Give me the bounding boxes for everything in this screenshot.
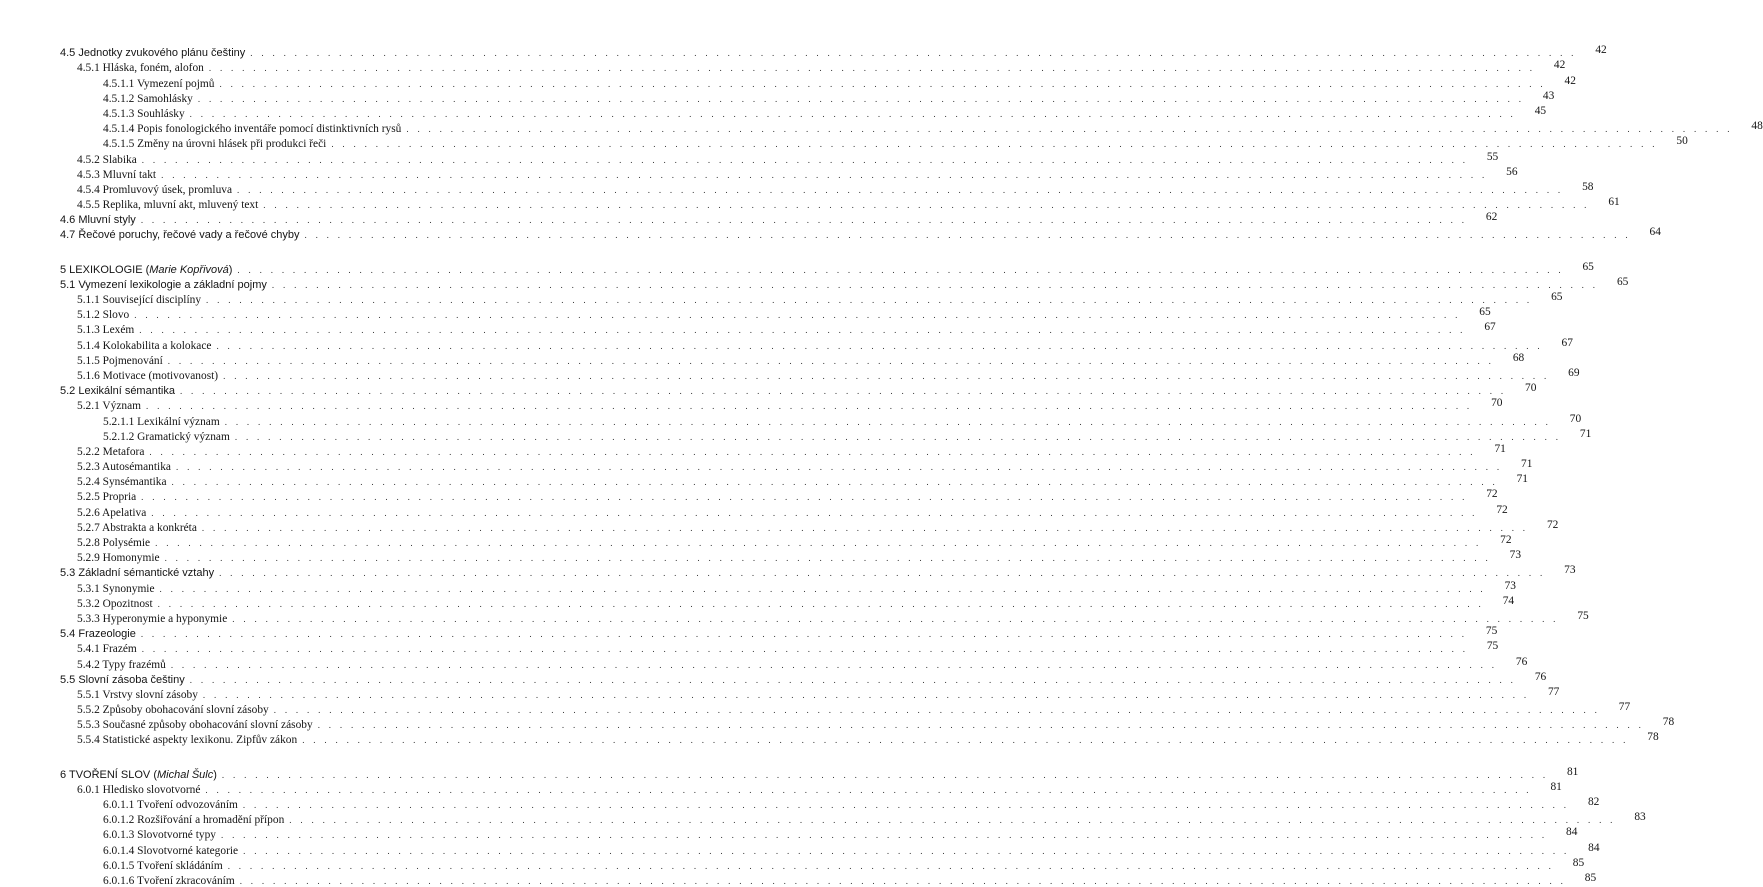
- toc-entry-title: 4.5.2 Slabika: [77, 153, 137, 166]
- toc-entry-title: 4.5.3 Mluvní takt: [77, 168, 157, 181]
- toc-entry: [60, 796, 1600, 811]
- toc-entry-title: 4.5.4 Promluvový úsek, promluva: [77, 183, 233, 196]
- toc-page-number: 70: [1525, 382, 1537, 395]
- dot-leader: . . . . . . . . . . . . . . . . . . . . . . . . . . . . . . . . . . . . . . . . . . . . . . . . . . . . . . . . . . . . . . . . . . . . . . . . . . . . . . . . . . . . . . . . . . . . . . . . . . . . . . . . . . . . . . . . . . . . . . . .: [206, 295, 1533, 305]
- toc-page-number: 74: [1502, 594, 1515, 607]
- toc-entry: [60, 120, 1763, 136]
- toc-entry: [60, 351, 1525, 367]
- toc-entry-title: 5.3.1 Synonymie: [77, 582, 155, 595]
- dot-leader: . . . . . . . . . . . . . . . . . . . . . . . . . . . . . . . . . . . . . . . . . . . . . . . . . . . . . . . . . . . . . . . . . . . . . . . . . . . . . . . . . . . . . . . . . . . . . . . . . . . . . . . . . . . . . . . . . . . . . . . .: [141, 154, 1469, 165]
- dot-leader: . . . . . . . . . . . . . . . . . . . . . . . . . . . . . . . . . . . . . . . . . . . . . . . . . . . . . . . . . . . . . . . . . . . . . . . . . . . . . . . . . . . . . . . . . . . . . . . . . . . . . . . . . . . . . . . . . . . . . . . .: [223, 370, 1550, 381]
- toc-entry: [60, 412, 1582, 428]
- toc-page-number: 71: [1521, 458, 1533, 471]
- toc-entry: [60, 306, 1491, 322]
- dot-leader: . . . . . . . . . . . . . . . . . . . . . . . . . . . . . . . . . . . . . . . . . . . . . . . . . . . . . . . . . . . . . . . . . . . . . . . . . . . . . . . . . . . . . . . . . . . . . . . . . . . . . . . . . . . . . . . . . . . . . . . .: [243, 845, 1570, 856]
- toc-entry: [60, 625, 1498, 641]
- dot-leader: . . . . . . . . . . . . . . . . . . . . . . . . . . . . . . . . . . . . . . . . . . . . . . . . . . . . . . . . . . . . . . . . . . . . . . . . . . . . . . . . . . . . . . . . . . . . . . . . . . . . . . . . . . . . . . . . . . . . . . . .: [242, 800, 1570, 810]
- toc-page-number: 69: [1568, 366, 1580, 379]
- toc-page-number: 78: [1662, 716, 1675, 729]
- dot-leader: . . . . . . . . . . . . . . . . . . . . . . . . . . . . . . . . . . . . . . . . . . . . . . . . . . . . . . . . . . . . . . . . . . . . . . . . . . . . . . . . . . . . . . . . . . . . . . . . . . . . . . . . . . . . . . . . . . . . . . . .: [205, 784, 1532, 795]
- toc-page-number: 72: [1496, 503, 1508, 516]
- toc-entry-title: 5.1.5 Pojmenování: [77, 354, 163, 367]
- toc-entry-title: 5.3 Základní sémantické vztahy: [60, 567, 215, 580]
- toc-entry-title: 5.4.2 Typy frazémů: [77, 658, 166, 671]
- dot-leader: . . . . . . . . . . . . . . . . . . . . . . . . . . . . . . . . . . . . . . . . . . . . . . . . . . . . . . . . . . . . . . . . . . . . . . . . . . . . . . . . . . . . . . . . . . . . . . . . . . . . . . . . . . . . . . . . . . . . . . . .: [159, 583, 1486, 594]
- dot-leader: . . . . . . . . . . . . . . . . . . . . . . . . . . . . . . . . . . . . . . . . . . . . . . . . . . . . . . . . . . . . . . . . . . . . . . . . . . . . . . . . . . . . . . . . . . . . . . . . . . . . . . . . . . . . . . . . . . . . . . . .: [317, 720, 1645, 731]
- toc-page-number: 72: [1486, 488, 1498, 501]
- toc-entry: [60, 104, 1547, 120]
- toc-page-number: 61: [1608, 196, 1620, 209]
- dot-leader: . . . . . . . . . . . . . . . . . . . . . . . . . . . . . . . . . . . . . . . . . . . . . . . . . . . . . . . . . . . . . . . . . . . . . . . . . . . . . . . . . . . . . . . . . . . . . . . . . . . . . . . . . . . . . . . . . . . . . . . .: [146, 401, 1473, 412]
- toc-entry: [60, 503, 1508, 519]
- toc-entry-title: 6.0.1.5 Tvoření skládáním: [103, 859, 223, 872]
- toc-entry: [60, 594, 1515, 610]
- toc-page-number: 65: [1551, 291, 1563, 303]
- toc-page-number: 84: [1588, 841, 1600, 854]
- toc-entry-title: 5.4.1 Frazém: [77, 643, 137, 656]
- toc-page-number: 71: [1494, 442, 1506, 455]
- toc-entry: [60, 135, 1688, 151]
- dot-leader: . . . . . . . . . . . . . . . . . . . . . . . . . . . . . . . . . . . . . . . . . . . . . . . . . . . . . . . . . . . . . . . . . . . . . . . . . . . . . . . . . . . . . . . . . . . . . . . . . . . . . . . . . . . . . . . . . . . . . . . .: [304, 230, 1631, 241]
- toc-entry: [60, 731, 1659, 747]
- dot-leader: . . . . . . . . . . . . . . . . . . . . . . . . . . . . . . . . . . . . . . . . . . . . . . . . . . . . . . . . . . . . . . . . . . . . . . . . . . . . . . . . . . . . . . . . . . . . . . . . . . . . . . . . . . . . . . . . . . . . . . . .: [189, 108, 1517, 119]
- toc-page-number: 70: [1491, 397, 1503, 410]
- dot-leader: . . . . . . . . . . . . . . . . . . . . . . . . . . . . . . . . . . . . . . . . . . . . . . . . . . . . . . . . . . . . . . . . . . . . . . . . . . . . . . . . . . . . . . . . . . . . . . . . . . . . . . . . . . . . . . . . . . . . . . . .: [406, 124, 1733, 135]
- dot-leader: . . . . . . . . . . . . . . . . . . . . . . . . . . . . . . . . . . . . . . . . . . . . . . . . . . . . . . . . . . . . . . . . . . . . . . . . . . . . . . . . . . . . . . . . . . . . . . . . . . . . . . . . . . . . . . . . . . . . . . . .: [263, 200, 1590, 211]
- toc-entry: [60, 534, 1512, 549]
- toc-page-number: 77: [1618, 701, 1631, 714]
- toc-page-number: 43: [1542, 89, 1555, 102]
- toc-entry-title: 5.1.6 Motivace (motivovanost): [77, 369, 219, 382]
- toc-entry-title: 5.1.4 Kolokabilita a kolokace: [77, 339, 212, 352]
- dot-leader: . . . . . . . . . . . . . . . . . . . . . . . . . . . . . . . . . . . . . . . . . . . . . . . . . . . . . . . . . . . . . . . . . . . . . . . . . . . . . . . . . . . . . . . . . . . . . . . . . . . . . . . . . . . . . . . . . . . . . . . .: [149, 446, 1476, 457]
- toc-entry-title: 5.2.3 Autosémantika: [77, 461, 171, 474]
- toc-entry-title: 4.5.1.4 Popis fonologického inventáře pomocí distinktivních rysů: [103, 123, 402, 136]
- toc-page-number: 70: [1569, 412, 1582, 425]
- toc-entry-title: 4.5.1 Hláska, foném, alofon: [77, 62, 204, 75]
- toc-page-number: 75: [1577, 609, 1589, 622]
- toc-page-number: 76: [1534, 670, 1547, 683]
- toc-entry: [60, 518, 1559, 534]
- dot-leader: . . . . . . . . . . . . . . . . . . . . . . . . . . . . . . . . . . . . . . . . . . . . . . . . . . . . . . . . . . . . . . . . . . . . . . . . . . . . . . . . . . . . . . . . . . . . . . . . . . . . . . . . . . . . . . . . . . . . . . . .: [197, 93, 1525, 104]
- dot-leader: . . . . . . . . . . . . . . . . . . . . . . . . . . . . . . . . . . . . . . . . . . . . . . . . . . . . . . . . . . . . . . . . . . . . . . . . . . . . . . . . . . . . . . . . . . . . . . . . . . . . . . . . . . . . . . . . . . . . . . . .: [167, 355, 1495, 366]
- dot-leader: . . . . . . . . . . . . . . . . . . . . . . . . . . . . . . . . . . . . . . . . . . . . . . . . . . . . . . . . . . . . . . . . . . . . . . . . . . . . . . . . . . . . . . . . . . . . . . . . . . . . . . . . . . . . . . . . . . . . . . . .: [189, 674, 1517, 685]
- dot-leader: . . . . . . . . . . . . . . . . . . . . . . . . . . . . . . . . . . . . . . . . . . . . . . . . . . . . . . . . . . . . . . . . . . . . . . . . . . . . . . . . . . . . . . . . . . . . . . . . . . . . . . . . . . . . . . . . . . . . . . . .: [201, 522, 1529, 533]
- toc-entry-title: 4.6 Mluvní styly: [60, 214, 136, 227]
- toc-entry-title: 4.7 Řečové poruchy, řečové vady a řečové chyby: [60, 229, 300, 242]
- toc-entry-title: 6.0.1 Hledisko slovotvorné: [77, 783, 201, 796]
- dot-leader: . . . . . . . . . . . . . . . . . . . . . . . . . . . . . . . . . . . . . . . . . . . . . . . . . . . . . . . . . . . . . . . . . . . . . . . . . . . . . . . . . . . . . . . . . . . . . . . . . . . . . . . . . . . . . . . . . . . . . . . .: [224, 416, 1552, 427]
- toc-entry-title: 5.2.1.2 Gramatický význam: [103, 430, 230, 443]
- toc-entry-title: 5.5.4 Statistické aspekty lexikonu. Zipfův zákon: [77, 734, 298, 747]
- dot-leader: . . . . . . . . . . . . . . . . . . . . . . . . . . . . . . . . . . . . . . . . . . . . . . . . . . . . . . . . . . . . . . . . . . . . . . . . . . . . . . . . . . . . . . . . . . . . . . . . . . . . . . . . . . . . . . . . . . . . . . . .: [175, 462, 1503, 473]
- toc-entry-title: 4.5 Jednotky zvukového plánu češtiny: [60, 47, 246, 60]
- toc-entry-title: 5.2.1 Význam: [77, 400, 142, 413]
- dot-leader: . . . . . . . . . . . . . . . . . . . . . . . . . . . . . . . . . . . . . . . . . . . . . . . . . . . . . . . . . . . . . . . . . . . . . . . . . . . . . . . . . . . . . . . . . . . . . . . . . . . . . . . . . . . . . . . . . . . . . . . .: [302, 735, 1629, 746]
- dot-leader: . . . . . . . . . . . . . . . . . . . . . . . . . . . . . . . . . . . . . . . . . . . . . . . . . . . . . . . . . . . . . . . . . . . . . . . . . . . . . . . . . . . . . . . . . . . . . . . . . . . . . . . . . . . . . . . . . . . . . . . .: [161, 169, 1488, 180]
- toc-page-number: 73: [1504, 579, 1516, 592]
- dot-leader: . . . . . . . . . . . . . . . . . . . . . . . . . . . . . . . . . . . . . . . . . . . . . . . . . . . . . . . . . . . . . . . . . . . . . . . . . . . . . . . . . . . . . . . . . . . . . . . . . . . . . . . . . . . . . . . . . . . . . . . .: [221, 769, 1549, 780]
- dot-leader: . . . . . . . . . . . . . . . . . . . . . . . . . . . . . . . . . . . . . . . . . . . . . . . . . . . . . . . . . . . . . . . . . . . . . . . . . . . . . . . . . . . . . . . . . . . . . . . . . . . . . . . . . . . . . . . . . . . . . . . .: [208, 63, 1536, 74]
- toc-page-number: 71: [1579, 427, 1592, 440]
- toc-page-number: 84: [1566, 826, 1578, 839]
- dot-leader: . . . . . . . . . . . . . . . . . . . . . . . . . . . . . . . . . . . . . . . . . . . . . . . . . . . . . . . . . . . . . . . . . . . . . . . . . . . . . . . . . . . . . . . . . . . . . . . . . . . . . . . . . . . . . . . . . . . . . . . .: [155, 538, 1482, 548]
- toc-page-number: 42: [1564, 74, 1576, 87]
- toc-entry: [60, 458, 1533, 474]
- toc-entry-title: 5.1 Vymezení lexikologie a základní pojmy: [60, 278, 267, 291]
- toc-page-number: 48: [1751, 120, 1763, 133]
- toc-entry-title: 4.5.5 Replika, mluvní akt, mluvený text: [77, 199, 259, 212]
- toc-entry: [60, 211, 1498, 227]
- toc-entry-title: 4.5.1.3 Souhlásky: [103, 107, 185, 120]
- dot-leader: . . . . . . . . . . . . . . . . . . . . . . . . . . . . . . . . . . . . . . . . . . . . . . . . . . . . . . . . . . . . . . . . . . . . . . . . . . . . . . . . . . . . . . . . . . . . . . . . . . . . . . . . . . . . . . . . . . . . . . . .: [289, 815, 1616, 826]
- toc-entry-title: 4.5.1.1 Vymezení pojmů: [103, 77, 215, 90]
- toc-page-number: 83: [1634, 811, 1646, 824]
- toc-entry-title: 5.5.1 Vrstvy slovní zásoby: [77, 688, 198, 701]
- toc-entry-title: 5.2 Lexikální sémantika: [60, 385, 175, 398]
- toc-entry: [60, 74, 1576, 90]
- toc-entry-title: 6.0.1.2 Rozšiřování a hromadění přípon: [103, 814, 285, 827]
- toc-entry-title: 5.3.2 Opozitnost: [77, 597, 153, 610]
- toc-entry: [60, 871, 1597, 887]
- toc-page-number: 64: [1649, 226, 1661, 239]
- toc-entry-title: 5.2.1.1 Lexikální význam: [103, 415, 220, 428]
- toc-entry: [60, 640, 1499, 656]
- toc-page-number: 73: [1564, 564, 1576, 577]
- dot-leader: . . . . . . . . . . . . . . . . . . . . . . . . . . . . . . . . . . . . . . . . . . . . . . . . . . . . . . . . . . . . . . . . . . . . . . . . . . . . . . . . . . . . . . . . . . . . . . . . . . . . . . . . . . . . . . . . . . . . . . . .: [139, 325, 1466, 336]
- toc-page-number: 72: [1500, 534, 1512, 546]
- toc-page-number: 77: [1547, 685, 1560, 698]
- toc-page-number: 65: [1479, 306, 1491, 319]
- toc-entry: [60, 226, 1661, 242]
- toc-entry: [60, 826, 1578, 842]
- dot-leader: . . . . . . . . . . . . . . . . . . . . . . . . . . . . . . . . . . . . . . . . . . . . . . . . . . . . . . . . . . . . . . . . . . . . . . . . . . . . . . . . . . . . . . . . . . . . . . . . . . . . . . . . . . . . . . . . . . . . . . . .: [141, 644, 1469, 655]
- toc-page-number: 71: [1516, 473, 1528, 486]
- toc-entry: [60, 275, 1629, 291]
- dot-leader: . . . . . . . . . . . . . . . . . . . . . . . . . . . . . . . . . . . . . . . . . . . . . . . . . . . . . . . . . . . . . . . . . . . . . . . . . . . . . . . . . . . . . . . . . . . . . . . . . . . . . . . . . . . . . . . . . . . . . . . .: [273, 705, 1601, 716]
- toc-entry-title: 5.4 Frazeologie: [60, 628, 136, 641]
- toc-entry-title: 5.2.6 Apelativa: [77, 506, 147, 519]
- dot-leader: . . . . . . . . . . . . . . . . . . . . . . . . . . . . . . . . . . . . . . . . . . . . . . . . . . . . . . . . . . . . . . . . . . . . . . . . . . . . . . . . . . . . . . . . . . . . . . . . . . . . . . . . . . . . . . . . . . . . . . . .: [237, 264, 1564, 275]
- chapter-author: Marie Kopřivová: [149, 263, 229, 276]
- toc-entry-title: 6.0.1.6 Tvoření zkracováním: [103, 874, 235, 887]
- toc-entry: [60, 780, 1562, 796]
- toc-page-number: 50: [1676, 135, 1688, 148]
- toc-entry-title: 5.2.7 Abstrakta a konkréta: [77, 521, 197, 534]
- dot-leader: . . . . . . . . . . . . . . . . . . . . . . . . . . . . . . . . . . . . . . . . . . . . . . . . . . . . . . . . . . . . . . . . . . . . . . . . . . . . . . . . . . . . . . . . . . . . . . . . . . . . . . . . . . . . . . . . . . . . . . . .: [331, 139, 1658, 150]
- toc-page-number: 42: [1553, 59, 1566, 72]
- dot-leader: . . . . . . . . . . . . . . . . . . . . . . . . . . . . . . . . . . . . . . . . . . . . . . . . . . . . . . . . . . . . . . . . . . . . . . . . . . . . . . . . . . . . . . . . . . . . . . . . . . . . . . . . . . . . . . . . . . . . . . . .: [227, 860, 1555, 871]
- toc-entry-title: 6.0.1.3 Slovotvorné typy: [103, 829, 216, 842]
- toc-page-number: 81: [1566, 765, 1579, 778]
- toc-entry-title: 5.3.3 Hyperonymie a hyponymie: [77, 612, 228, 625]
- dot-leader: . . . . . . . . . . . . . . . . . . . . . . . . . . . . . . . . . . . . . . . . . . . . . . . . . . . . . . . . . . . . . . . . . . . . . . . . . . . . . . . . . . . . . . . . . . . . . . . . . . . . . . . . . . . . . . . . . . . . . . . .: [271, 279, 1599, 290]
- toc-entry: [60, 382, 1537, 398]
- toc-entry: [60, 841, 1600, 857]
- toc-entry: [60, 59, 1566, 75]
- toc-entry-title: 5.1.1 Související disciplíny: [77, 294, 202, 306]
- dot-leader: . . . . . . . . . . . . . . . . . . . . . . . . . . . . . . . . . . . . . . . . . . . . . . . . . . . . . . . . . . . . . . . . . . . . . . . . . . . . . . . . . . . . . . . . . . . . . . . . . . . . . . . . . . . . . . . . . . . . . . . .: [140, 215, 1468, 226]
- dot-leader: . . . . . . . . . . . . . . . . . . . . . . . . . . . . . . . . . . . . . . . . . . . . . . . . . . . . . . . . . . . . . . . . . . . . . . . . . . . . . . . . . . . . . . . . . . . . . . . . . . . . . . . . . . . . . . . . . . . . . . . .: [140, 629, 1468, 640]
- toc-entry: [60, 655, 1528, 671]
- section-gap: [60, 241, 574, 260]
- dot-leader: . . . . . . . . . . . . . . . . . . . . . . . . . . . . . . . . . . . . . . . . . . . . . . . . . . . . . . . . . . . . . . . . . . . . . . . . . . . . . . . . . . . . . . . . . . . . . . . . . . . . . . . . . . . . . . . . . . . . . . . .: [232, 613, 1559, 624]
- toc-page-number: 73: [1509, 549, 1522, 562]
- toc-entry: [60, 336, 1573, 352]
- toc-entry-title: 4.5.1.2 Samohlásky: [103, 92, 193, 105]
- toc-page-number: 45: [1534, 104, 1547, 117]
- toc-entry: [60, 89, 1555, 105]
- dot-leader: . . . . . . . . . . . . . . . . . . . . . . . . . . . . . . . . . . . . . . . . . . . . . . . . . . . . . . . . . . . . . . . . . . . . . . . . . . . . . . . . . . . . . . . . . . . . . . . . . . . . . . . . . . . . . . . . . . . . . . . .: [202, 689, 1530, 700]
- toc-page-number: 55: [1486, 150, 1499, 163]
- dot-leader: . . . . . . . . . . . . . . . . . . . . . . . . . . . . . . . . . . . . . . . . . . . . . . . . . . . . . . . . . . . . . . . . . . . . . . . . . . . . . . . . . . . . . . . . . . . . . . . . . . . . . . . . . . . . . . . . . . . . . . . .: [170, 659, 1498, 670]
- toc-entry: [60, 291, 1563, 306]
- toc-entry: [60, 473, 1528, 489]
- toc-entry-title: 5.2.4 Synsémantika: [77, 476, 167, 489]
- toc-chapter: [60, 260, 1594, 276]
- toc-page-number: 75: [1485, 625, 1498, 638]
- toc-entry: [60, 670, 1547, 686]
- toc-entry-title: 5 LEXIKOLOGIE (Marie Kopřivová): [60, 263, 233, 276]
- dot-leader: . . . . . . . . . . . . . . . . . . . . . . . . . . . . . . . . . . . . . . . . . . . . . . . . . . . . . . . . . . . . . . . . . . . . . . . . . . . . . . . . . . . . . . . . . . . . . . . . . . . . . . . . . . . . . . . . . . . . . . . .: [151, 507, 1478, 518]
- toc-page-number: 62: [1485, 211, 1498, 224]
- toc-entry: [60, 165, 1518, 181]
- section-gap: [60, 746, 574, 765]
- toc-entry: [60, 442, 1506, 458]
- toc-page-number: 42: [1595, 44, 1607, 57]
- toc-entry: [60, 150, 1499, 166]
- toc-entry: [60, 609, 1589, 625]
- dot-leader: . . . . . . . . . . . . . . . . . . . . . . . . . . . . . . . . . . . . . . . . . . . . . . . . . . . . . . . . . . . . . . . . . . . . . . . . . . . . . . . . . . . . . . . . . . . . . . . . . . . . . . . . . . . . . . . . . . . . . . . .: [239, 875, 1567, 886]
- dot-leader: . . . . . . . . . . . . . . . . . . . . . . . . . . . . . . . . . . . . . . . . . . . . . . . . . . . . . . . . . . . . . . . . . . . . . . . . . . . . . . . . . . . . . . . . . . . . . . . . . . . . . . . . . . . . . . . . . . . . . . . .: [141, 492, 1468, 503]
- toc-entry: [60, 366, 1580, 382]
- toc-entry-title: 5.1.2 Slovo: [77, 309, 130, 322]
- toc-page-number: 65: [1616, 275, 1629, 288]
- toc-entry: [60, 321, 1496, 337]
- toc-entry: [60, 180, 1594, 196]
- toc-entry-title: 5.5.2 Způsoby obohacování slovní zásoby: [77, 704, 269, 717]
- dot-leader: . . . . . . . . . . . . . . . . . . . . . . . . . . . . . . . . . . . . . . . . . . . . . . . . . . . . . . . . . . . . . . . . . . . . . . . . . . . . . . . . . . . . . . . . . . . . . . . . . . . . . . . . . . . . . . . . . . . . . . . .: [179, 386, 1507, 397]
- toc-page-number: 85: [1572, 856, 1585, 869]
- dot-leader: . . . . . . . . . . . . . . . . . . . . . . . . . . . . . . . . . . . . . . . . . . . . . . . . . . . . . . . . . . . . . . . . . . . . . . . . . . . . . . . . . . . . . . . . . . . . . . . . . . . . . . . . . . . . . . . . . . . . . . . .: [219, 78, 1546, 89]
- toc-page-number: 72: [1546, 518, 1559, 531]
- chapter-author: Michal Šulc: [157, 768, 214, 781]
- table-of-contents: [60, 44, 1763, 887]
- toc-entry: [60, 44, 1607, 60]
- toc-page-number: 58: [1582, 180, 1594, 193]
- toc-entry: [60, 685, 1560, 701]
- toc-entry-title: 5.2.2 Metafora: [77, 445, 145, 458]
- dot-leader: . . . . . . . . . . . . . . . . . . . . . . . . . . . . . . . . . . . . . . . . . . . . . . . . . . . . . . . . . . . . . . . . . . . . . . . . . . . . . . . . . . . . . . . . . . . . . . . . . . . . . . . . . . . . . . . . . . . . . . . .: [171, 477, 1498, 488]
- toc-entry-title: 5.2.5 Propria: [77, 491, 137, 504]
- dot-leader: . . . . . . . . . . . . . . . . . . . . . . . . . . . . . . . . . . . . . . . . . . . . . . . . . . . . . . . . . . . . . . . . . . . . . . . . . . . . . . . . . . . . . . . . . . . . . . . . . . . . . . . . . . . . . . . . . . . . . . . .: [216, 340, 1543, 351]
- dot-leader: . . . . . . . . . . . . . . . . . . . . . . . . . . . . . . . . . . . . . . . . . . . . . . . . . . . . . . . . . . . . . . . . . . . . . . . . . . . . . . . . . . . . . . . . . . . . . . . . . . . . . . . . . . . . . . . . . . . . . . . .: [220, 830, 1548, 841]
- toc-entry-title: 5.5 Slovní zásoba češtiny: [60, 673, 185, 686]
- toc-entry: [60, 488, 1498, 504]
- toc-entry: [60, 716, 1675, 732]
- toc-page-number: 56: [1506, 165, 1518, 178]
- toc-entry-title: 5.2.8 Polysémie: [77, 537, 151, 549]
- toc-page-number: 82: [1587, 796, 1600, 808]
- toc-chapter: [60, 765, 1579, 781]
- toc-entry-title: 4.5.1.5 Změny na úrovni hlásek při produkci řeči: [103, 138, 327, 151]
- toc-entry: [60, 811, 1646, 827]
- toc-page-number: 85: [1584, 871, 1597, 884]
- toc-entry: [60, 549, 1522, 565]
- dot-leader: . . . . . . . . . . . . . . . . . . . . . . . . . . . . . . . . . . . . . . . . . . . . . . . . . . . . . . . . . . . . . . . . . . . . . . . . . . . . . . . . . . . . . . . . . . . . . . . . . . . . . . . . . . . . . . . . . . . . . . . .: [219, 568, 1546, 579]
- toc-page-number: 67: [1561, 336, 1573, 349]
- toc-entry: [60, 397, 1503, 413]
- toc-page-number: 68: [1512, 351, 1525, 364]
- dot-leader: . . . . . . . . . . . . . . . . . . . . . . . . . . . . . . . . . . . . . . . . . . . . . . . . . . . . . . . . . . . . . . . . . . . . . . . . . . . . . . . . . . . . . . . . . . . . . . . . . . . . . . . . . . . . . . . . . . . . . . . .: [157, 598, 1485, 609]
- dot-leader: . . . . . . . . . . . . . . . . . . . . . . . . . . . . . . . . . . . . . . . . . . . . . . . . . . . . . . . . . . . . . . . . . . . . . . . . . . . . . . . . . . . . . . . . . . . . . . . . . . . . . . . . . . . . . . . . . . . . . . . .: [234, 431, 1562, 442]
- dot-leader: . . . . . . . . . . . . . . . . . . . . . . . . . . . . . . . . . . . . . . . . . . . . . . . . . . . . . . . . . . . . . . . . . . . . . . . . . . . . . . . . . . . . . . . . . . . . . . . . . . . . . . . . . . . . . . . . . . . . . . . .: [164, 553, 1492, 564]
- toc-entry-title: 5.1.3 Lexém: [77, 324, 135, 337]
- toc-entry: [60, 427, 1592, 443]
- toc-entry: [60, 564, 1576, 580]
- toc-entry: [60, 701, 1631, 717]
- toc-page-number: 81: [1550, 780, 1562, 793]
- toc-entry: [60, 579, 1516, 595]
- toc-entry-title: 5.2.9 Homonymie: [77, 552, 160, 565]
- toc-page-number: 78: [1647, 731, 1659, 744]
- toc-entry-title: 6.0.1.1 Tvoření odvozováním: [103, 799, 238, 811]
- toc-entry: [60, 196, 1620, 212]
- toc-page-number: 76: [1515, 655, 1528, 668]
- toc-page-number: 67: [1484, 321, 1496, 334]
- toc-entry-title: 6 TVOŘENÍ SLOV (Michal Šulc): [60, 768, 217, 781]
- dot-leader: . . . . . . . . . . . . . . . . . . . . . . . . . . . . . . . . . . . . . . . . . . . . . . . . . . . . . . . . . . . . . . . . . . . . . . . . . . . . . . . . . . . . . . . . . . . . . . . . . . . . . . . . . . . . . . . . . . . . . . . .: [134, 310, 1461, 321]
- toc-entry: [60, 856, 1585, 872]
- toc-entry-title: 5.5.3 Současné způsoby obohacování slovní zásoby: [77, 719, 313, 732]
- dot-leader: . . . . . . . . . . . . . . . . . . . . . . . . . . . . . . . . . . . . . . . . . . . . . . . . . . . . . . . . . . . . . . . . . . . . . . . . . . . . . . . . . . . . . . . . . . . . . . . . . . . . . . . . . . . . . . . . . . . . . . . .: [250, 48, 1577, 59]
- toc-page-number: 65: [1582, 260, 1594, 273]
- toc-entry-title: 6.0.1.4 Slovotvorné kategorie: [103, 844, 239, 857]
- toc-page-number: 75: [1486, 640, 1499, 653]
- dot-leader: . . . . . . . . . . . . . . . . . . . . . . . . . . . . . . . . . . . . . . . . . . . . . . . . . . . . . . . . . . . . . . . . . . . . . . . . . . . . . . . . . . . . . . . . . . . . . . . . . . . . . . . . . . . . . . . . . . . . . . . .: [237, 184, 1564, 195]
